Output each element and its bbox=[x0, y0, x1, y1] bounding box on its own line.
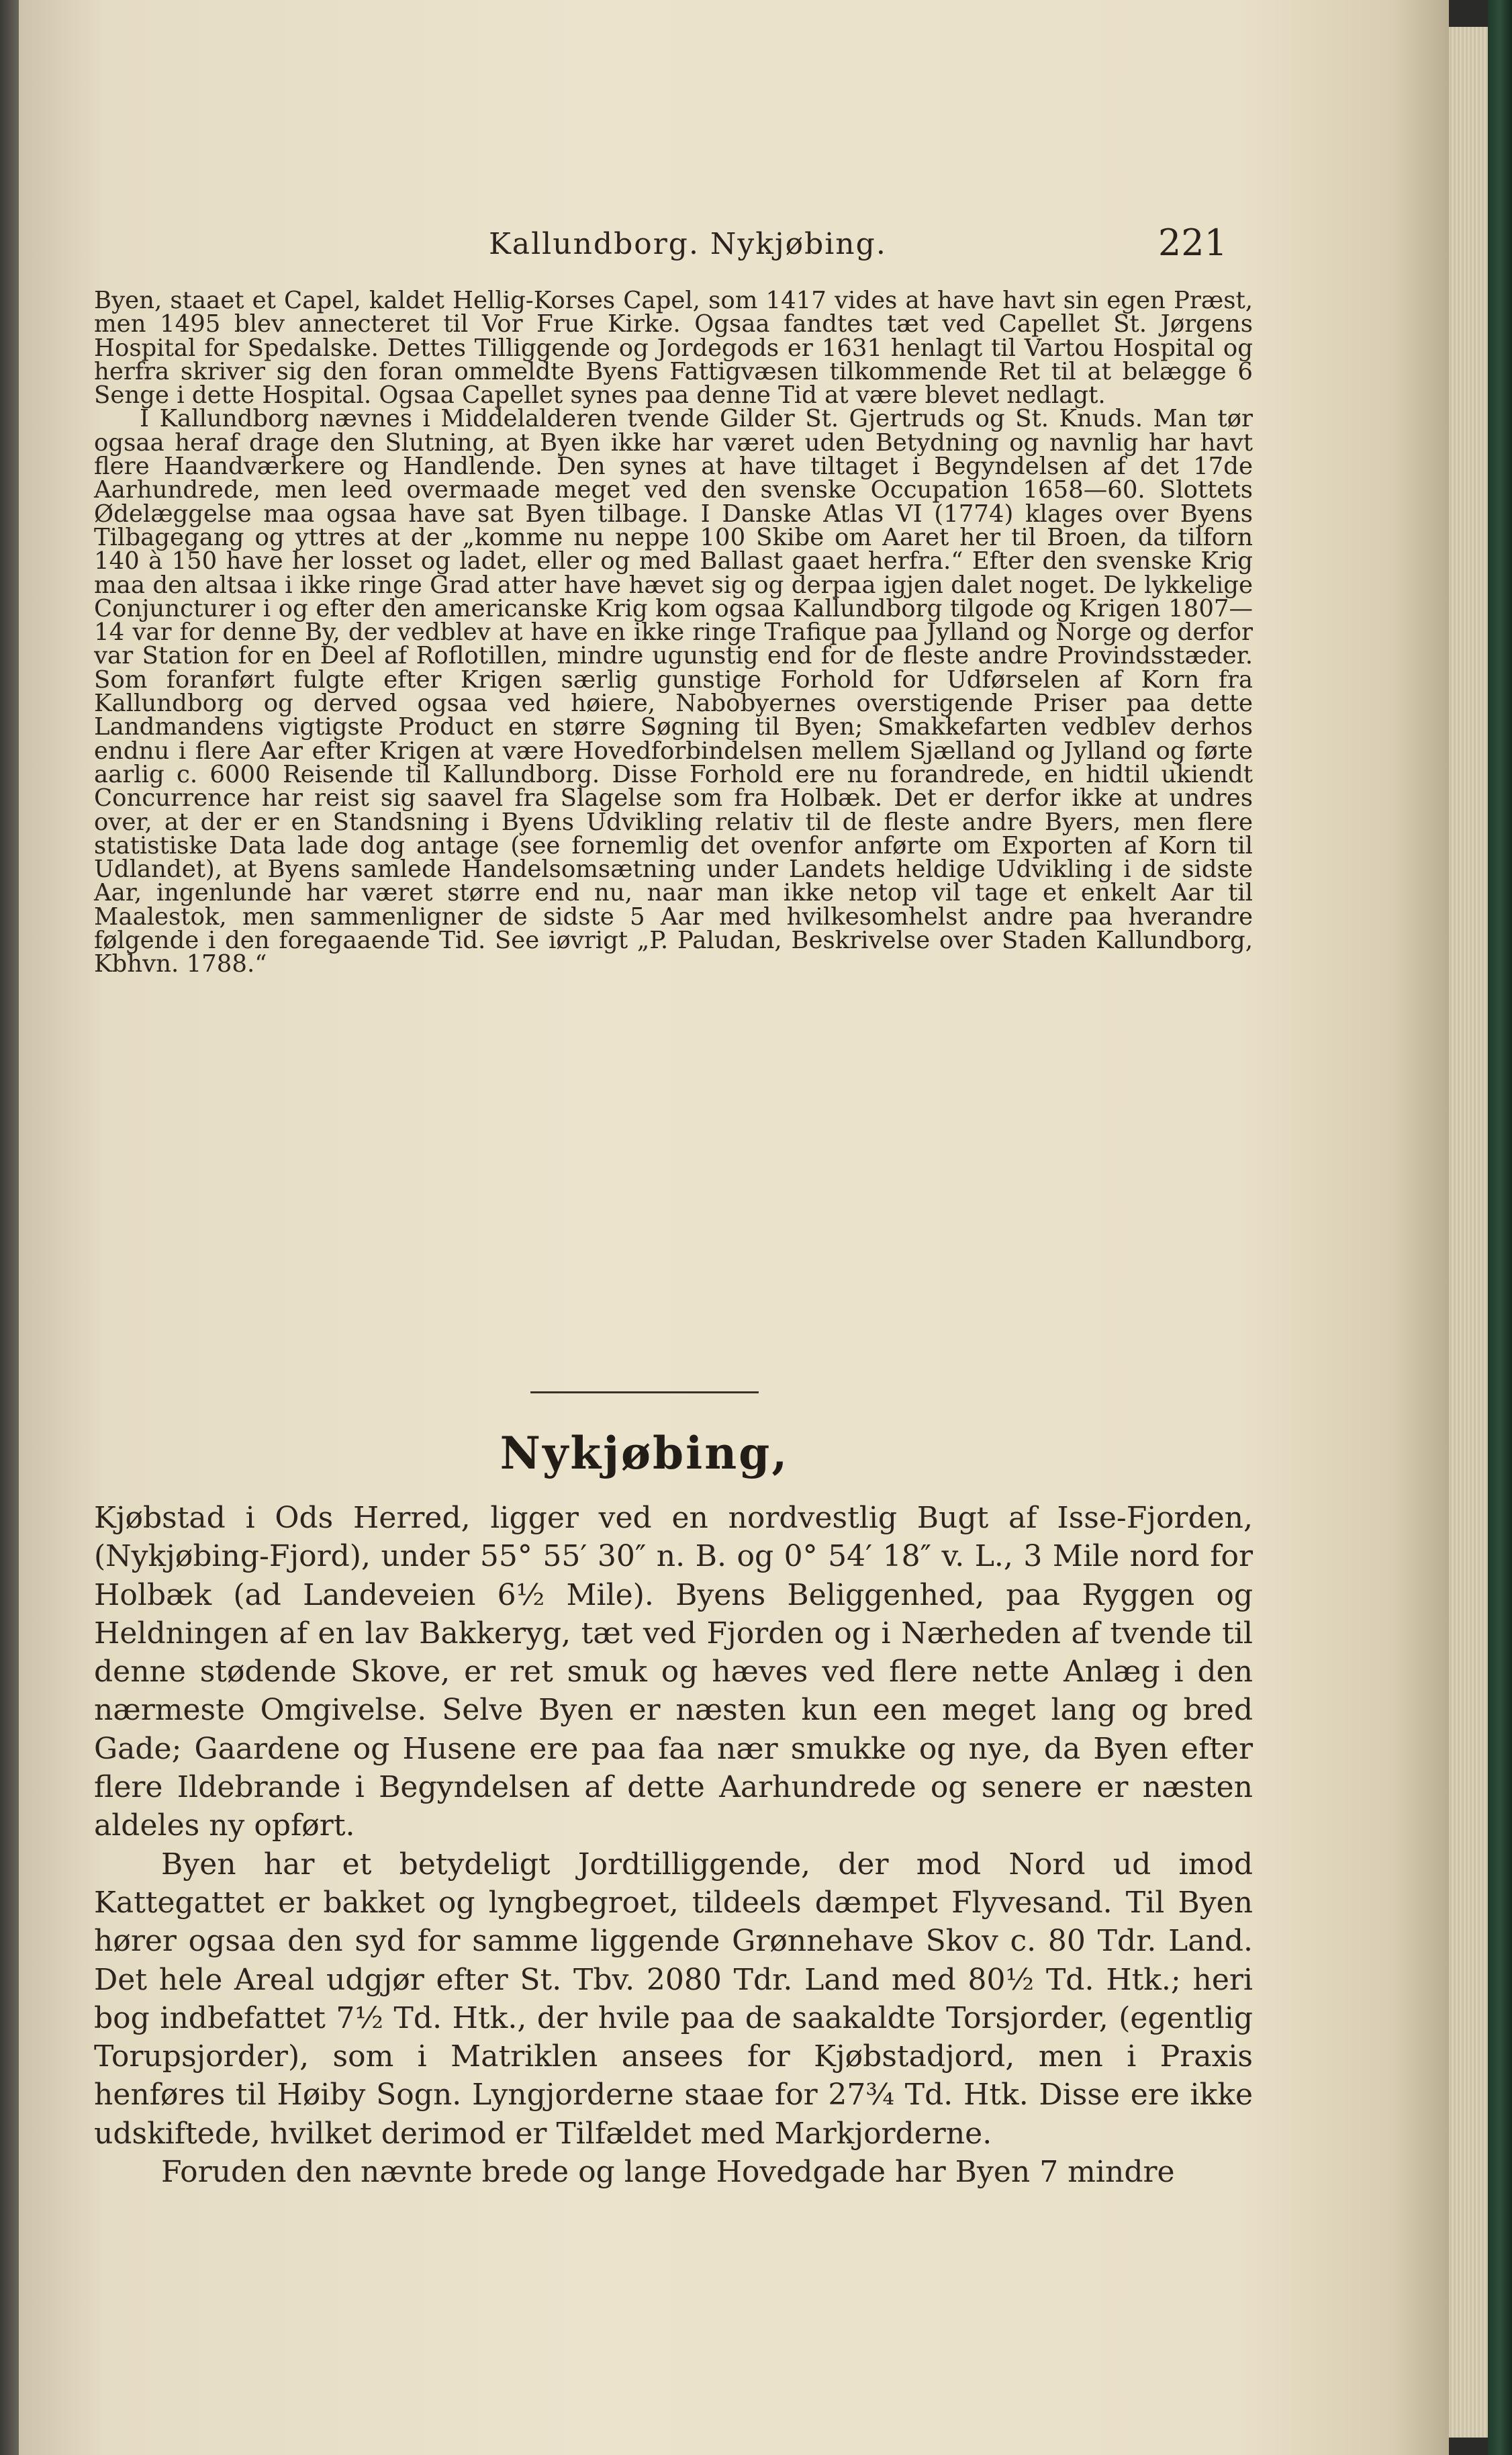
book-gutter-edge bbox=[0, 0, 19, 2455]
page-header bbox=[153, 222, 1227, 269]
kallundborg-text-block bbox=[94, 289, 1253, 976]
book-cover-edge bbox=[1488, 0, 1512, 2455]
page-stack-edge bbox=[1449, 27, 1488, 2438]
paragraph: Byen har et betydeligt Jordtilliggende, der mod Nord ud imod Kattegattet er bakket og lyngbegroet, tildeels dæmpet Flyvesand. Til Byen hører ogsaa den syd for samme liggende Grønnehave Skov c. 80 Tdr. Land. Det hele Areal udgjør efter St. Tbv. 2080 Tdr. Land med 80½ Td. Htk.; heri bog indbefattet 7½ Td. Htk., der hvile paa de saakaldte Torsjorder, (egentlig Torupsjorder), som i Matriklen ansees for Kjøbstadjord, men i Praxis henføres til Høiby Sogn. Lyngjorderne staae for 27¾ Td. Htk. Disse ere ikke udskiftede, hvilket derimod er Tilfældet med Markjorderne. bbox=[94, 1847, 1253, 2151]
running-head: Kallundborg. Nykjøbing. bbox=[489, 227, 887, 261]
paragraph: Foruden den nævnte brede og lange Hovedgade har Byen 7 mindre bbox=[161, 2155, 1175, 2190]
paragraph: Byen, staaet et Capel, kaldet Hellig-Korses Capel, som 1417 vides at have havt sin egen Præst, men 1495 blev annecteret til Vor Frue Kirke. Ogsaa fandtes tæt ved Capellet St. Jørgens Hospital for Spedalske. Dettes Tilliggende og Jordegods er 1631 henlagt til Vartou Hospital og herfra skriver sig den foran ommeldte Byens Fattigvæsen tilkommende Ret til at belægge 6 Senge i dette Hospital. Ogsaa Capellet synes paa denne Tid at være blevet nedlagt. bbox=[94, 287, 1253, 410]
paragraph: Kjøbstad i Ods Herred, ligger ved en nordvestlig Bugt af Isse-Fjorden, (Nykjøbing-Fjord), under 55° 55′ 30″ n. B. og 0° 54′ 18″ v. L., 3 Mile nord for Holbæk (ad Landeveien 6½ Mile). Byens Beliggenhed, paa Ryggen og Heldningen af en lav Bakkeryg, tæt ved Fjorden og i Nærheden af tvende til denne stødende Skove, er ret smuk og hæves ved flere nette Anlæg i den nærmeste Omgivelse. Selve Byen er næsten kun een meget lang og bred Gade; Gaardene og Husene ere paa faa nær smukke og nye, da Byen efter flere Ildebrande i Begyndelsen af dette Aarhundrede og senere er næsten aldeles ny opført. bbox=[94, 1501, 1253, 1843]
section-title: Nykjøbing, bbox=[500, 1427, 790, 1479]
section-divider bbox=[530, 1391, 759, 1393]
nykjobing-text-block bbox=[94, 1499, 1253, 2191]
page-number: 221 bbox=[1157, 222, 1227, 264]
paragraph: I Kallundborg nævnes i Middelalderen tvende Gilder St. Gjertruds og St. Knuds. Man tør ogsaa heraf drage den Slutning, at Byen ikke har været uden Betydning og navnlig har havt flere Haandværkere og Handlende. Den synes at have tiltaget i Begyndelsen af det 17de Aarhundrede, men leed overmaade meget ved den svenske Occupation 1658—60. Slottets Ødelæggelse maa ogsaa have sat Byen tilbage. I Danske Atlas VI (1774) klages over Byens Tilbagegang og yttres at der „komme nu neppe 100 Skibe om Aaret her til Broen, da tilforn 140 à 150 have her losset og ladet, eller og med Ballast gaaet herfra.“ Efter den svenske Krig maa den altsaa i ikke ringe Grad atter have hævet sig og derpaa igjen dalet noget. De lykkelige Conjuncturer i og efter den americanske Krig kom ogsaa Kallundborg tilgode og Krigen 1807—14 var for denne By, der vedblev at have en ikke ringe Trafique paa Jylland og Norge og derfor var Station for en Deel af Roflotillen, mindre ugunstig end for de fleste andre Provindsstæder. Som foranført fulgte efter Krigen særlig gunstige Forhold for Udførselen af Korn fra Kallundborg og derved ogsaa ved høiere, Nabobyernes overstigende Priser paa dette Landmandens vigtigste Product en større Søgning til Byen; Smakkefarten vedblev derhos endnu i flere Aar efter Krigen at være Hovedforbindelsen mellem Sjælland og Jylland og førte aarlig c. 6000 Reisende til Kallundborg. Disse Forhold ere nu forandrede, en hidtil ukiendt Concurrence har reist sig saavel fra Slagelse som fra Holbæk. Det er derfor ikke at undres over, at der er en Standsning i Byens Udvikling relativ til de fleste andre Byers, men flere statistiske Data lade dog antage (see fornemlig det ovenfor anførte om Exporten af Korn til Udlandet), at Byens samlede Handelsomsætning under Landets heldige Udvikling i de sidste Aar, ingenlunde har været større end nu, naar man ikke netop vil tage et enkelt Aar til Maalestok, men sammenligner de sidste 5 Aar med hvilkesomhelst andre paa hverandre følgende i den foregaaende Tid. See iøvrigt „P. Paludan, Beskrivelse over Staden Kallundborg, Kbhvn. 1788.“ bbox=[94, 405, 1253, 978]
